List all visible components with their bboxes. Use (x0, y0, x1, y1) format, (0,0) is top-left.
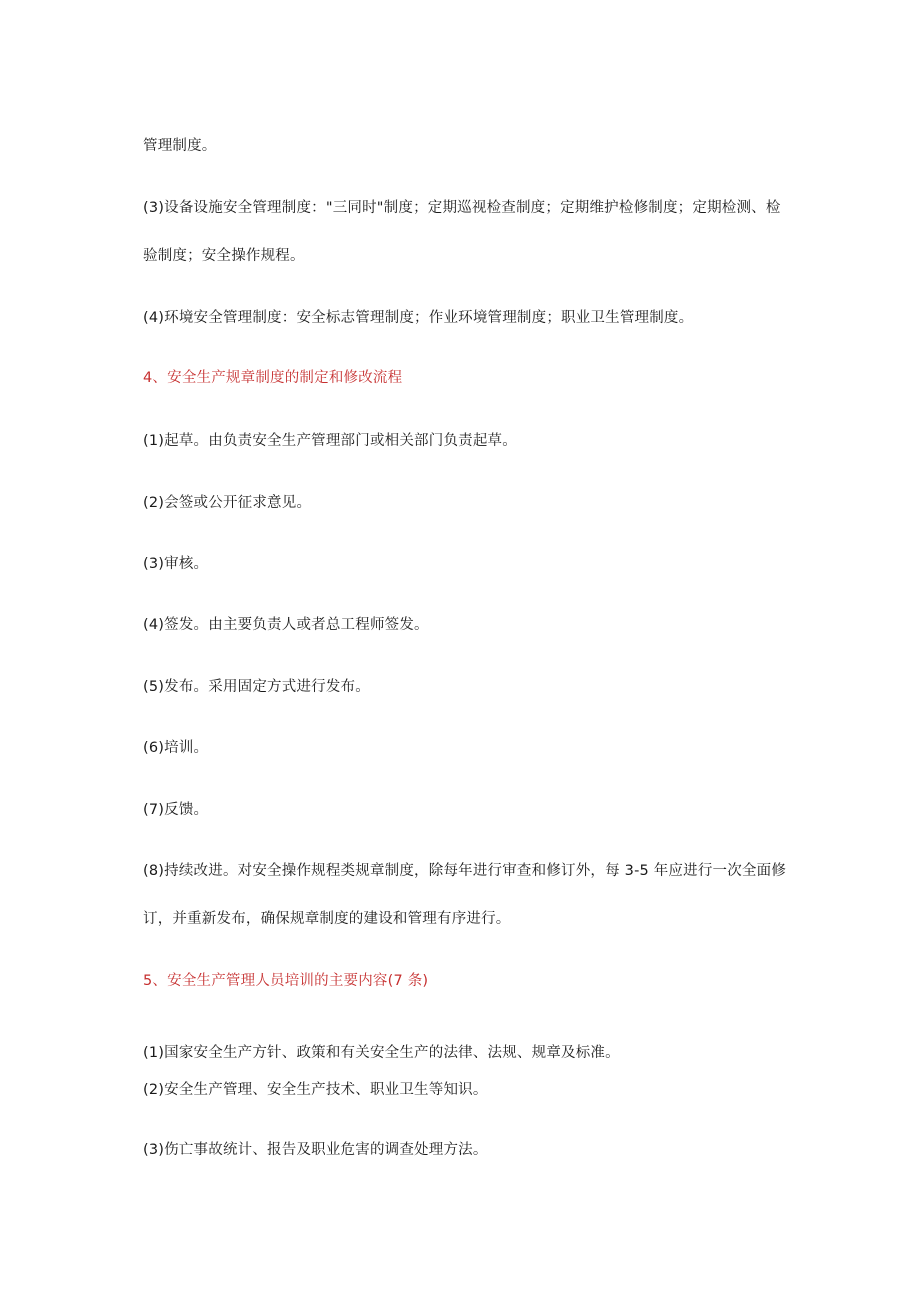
list-item-publish: (5)发布。采用固定方式进行发布。 (143, 679, 370, 695)
list-item-accident-statistics: (3)伤亡事故统计、报告及职业危害的调查处理方法。 (143, 1142, 488, 1158)
section-heading-4: 4、安全生产规章制度的制定和修改流程 (143, 370, 403, 386)
list-item-equipment-safety: (3)设备设施安全管理制度："三同时"制度；定期巡视检查制度；定期维护检修制度；定期检测、检 (143, 200, 781, 216)
paragraph-continuation: 管理制度。 (143, 138, 217, 154)
list-item-improvement-cont: 订，并重新发布，确保规章制度的建设和管理有序进行。 (143, 911, 511, 927)
list-item-draft: (1)起草。由负责安全生产管理部门或相关部门负责起草。 (143, 433, 517, 449)
list-item-issue: (4)签发。由主要负责人或者总工程师签发。 (143, 617, 429, 633)
list-item-training: (6)培训。 (143, 740, 209, 756)
list-item-countersign: (2)会签或公开征求意见。 (143, 495, 312, 511)
list-item-feedback: (7)反馈。 (143, 802, 209, 818)
list-item-policy: (1)国家安全生产方针、政策和有关安全生产的法律、法规、规章及标准。 (143, 1045, 620, 1061)
list-item-environment-safety: (4)环境安全管理制度：安全标志管理制度；作业环境管理制度；职业卫生管理制度。 (143, 310, 694, 326)
list-item-improvement: (8)持续改进。对安全操作规程类规章制度，除每年进行审查和修订外，每 3-5 年应进行一次全面修 (143, 863, 787, 879)
list-item-review: (3)审核。 (143, 556, 209, 572)
list-item-equipment-safety-cont: 验制度；安全操作规程。 (143, 248, 305, 264)
section-heading-5: 5、安全生产管理人员培训的主要内容(7 条) (143, 973, 429, 989)
list-item-knowledge: (2)安全生产管理、安全生产技术、职业卫生等知识。 (143, 1082, 488, 1098)
